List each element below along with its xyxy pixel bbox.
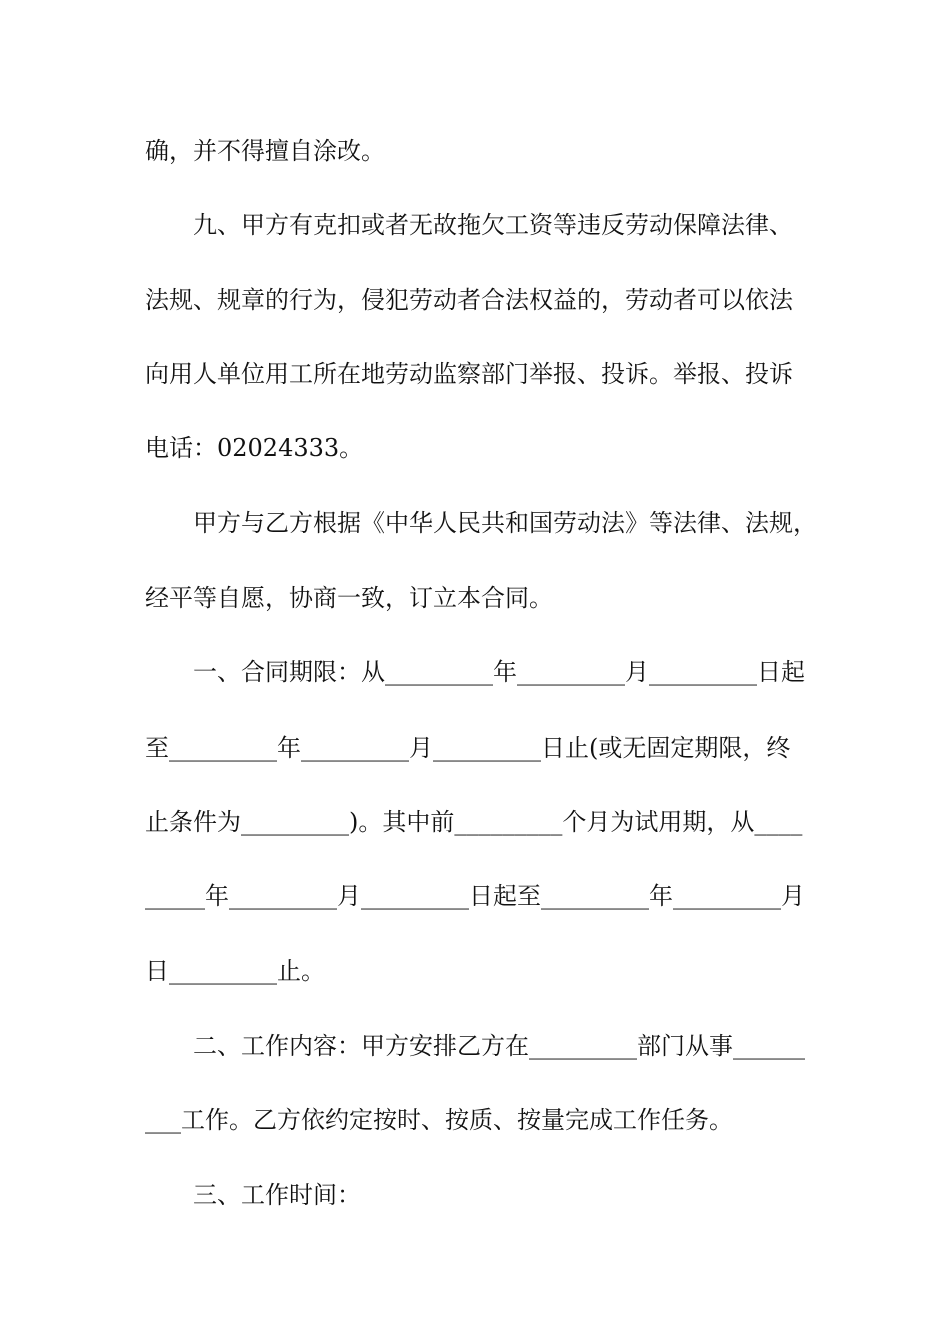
clause-9-line-4: 电话：02024333。 bbox=[145, 434, 364, 462]
preamble-line-1: 甲方与乙方根据《中华人民共和国劳动法》等法律、法规， bbox=[193, 509, 817, 537]
clause-9-line-1: 九、甲方有克扣或者无故拖欠工资等违反劳动保障法律、 bbox=[193, 211, 793, 239]
clause-9-line-3: 向用人单位用工所在地劳动监察部门举报、投诉。举报、投诉 bbox=[145, 360, 793, 388]
preamble-line-2: 经平等自愿，协商一致，订立本合同。 bbox=[145, 584, 553, 612]
clause-1-line-3: 止条件为_________)。其中前_________个月为试用期，从____ bbox=[145, 808, 803, 836]
clause-1-line-2: 至_________年_________月_________日止(或无固定期限，终 bbox=[145, 734, 791, 762]
clause-9-line-2: 法规、规章的行为，侵犯劳动者合法权益的，劳动者可以依法 bbox=[145, 286, 793, 314]
clause-3-heading: 三、工作时间： bbox=[193, 1181, 361, 1209]
clause-2-line-2: ___工作。乙方依约定按时、按质、按量完成工作任务。 bbox=[145, 1106, 733, 1134]
text-line-1: 确，并不得擅自涂改。 bbox=[145, 137, 385, 165]
clause-1-line-1: 一、合同期限：从_________年_________月_________日起 bbox=[193, 658, 805, 686]
clause-1-line-5: 日_________止。 bbox=[145, 957, 325, 985]
clause-1-line-4: _____年_________月_________日起至_________年_________月 bbox=[145, 882, 805, 910]
clause-2-line-1: 二、工作内容：甲方安排乙方在_________部门从事______ bbox=[193, 1032, 805, 1060]
